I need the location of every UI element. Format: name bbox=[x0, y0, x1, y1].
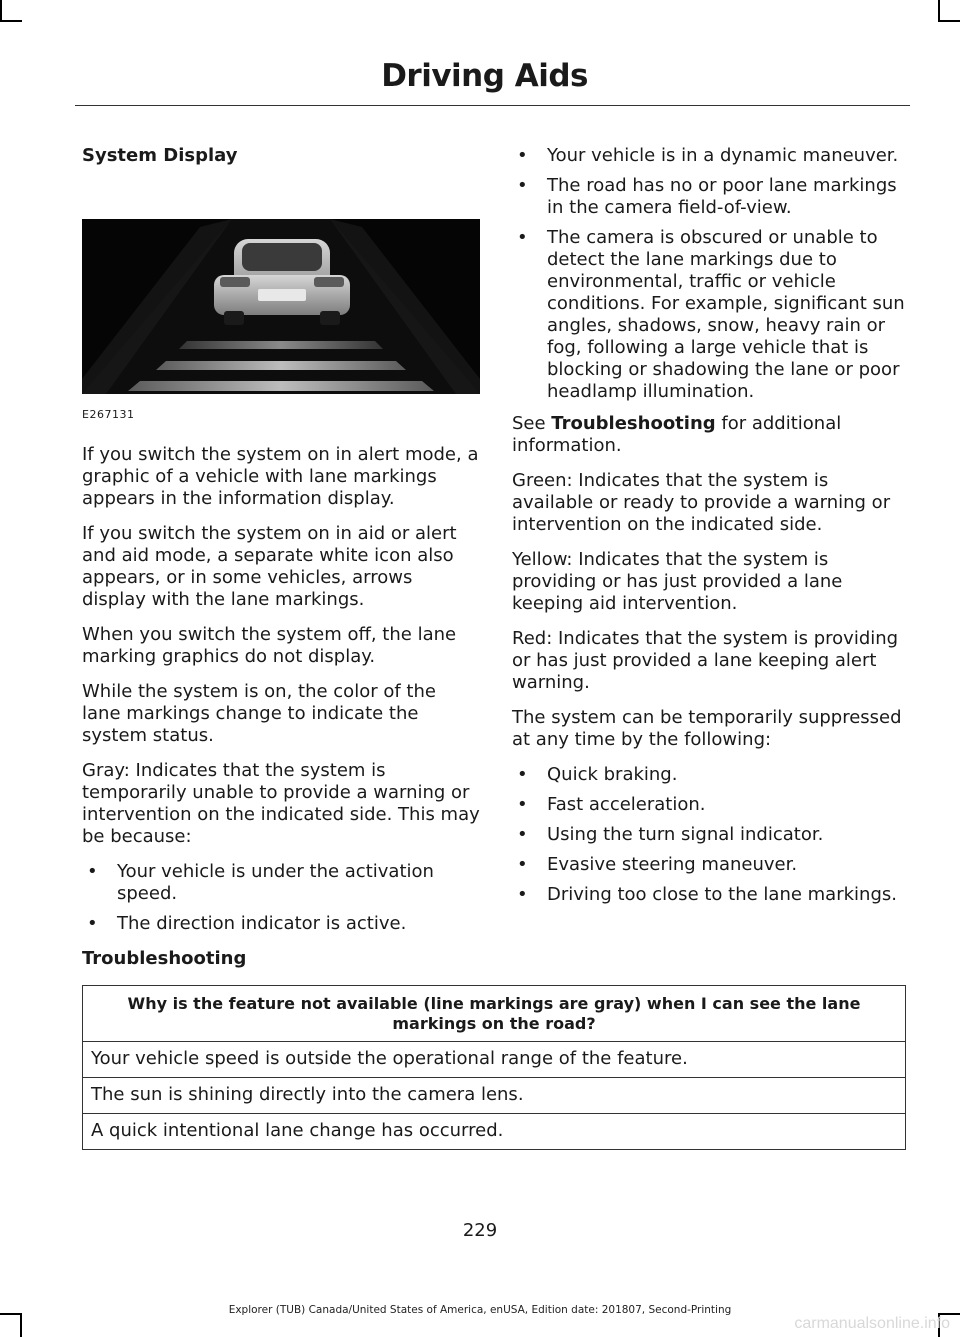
cross-reference bbox=[512, 413, 908, 457]
bullet-list bbox=[82, 861, 480, 935]
vehicle-lane-graphic bbox=[82, 219, 480, 394]
list-item: • Quick braking. bbox=[512, 764, 908, 786]
table-row bbox=[83, 1042, 906, 1078]
crop-mark bbox=[20, 1313, 22, 1337]
list-item: • Evasive steering maneuver. bbox=[512, 854, 908, 876]
bullet-list bbox=[512, 145, 908, 403]
cross-reference-prefix: See bbox=[512, 413, 552, 434]
list-item: • The direction indicator is active. bbox=[82, 913, 480, 935]
crop-mark bbox=[0, 20, 22, 22]
table-cell: The sun is shining directly into the camera lens. bbox=[83, 1078, 906, 1114]
crop-mark bbox=[0, 0, 2, 22]
paragraph: Yellow: Indicates that the system is providing or has just provided a lane keeping aid intervention. bbox=[512, 549, 843, 614]
list-item: • Using the turn signal indicator. bbox=[512, 824, 908, 846]
table-cell: Your vehicle speed is outside the operational range of the feature. bbox=[83, 1042, 906, 1078]
cross-reference-suffix: for additional information. bbox=[512, 413, 842, 456]
header-divider bbox=[75, 105, 910, 106]
list-item: • Your vehicle is under the activation speed. bbox=[82, 861, 480, 905]
table-question: Why is the feature not available (line markings are gray) when I can see the lane markings on the road? bbox=[83, 986, 906, 1042]
table-row bbox=[83, 1114, 906, 1150]
list-item: • Driving too close to the lane markings. bbox=[512, 884, 908, 906]
table-cell: A quick intentional lane change has occurred. bbox=[83, 1114, 906, 1150]
page-number: 229 bbox=[462, 1220, 498, 1241]
paragraph: If you switch the system on in alert mode, a graphic of a vehicle with lane markings appears in the information display. bbox=[82, 444, 479, 509]
paragraph: Gray: Indicates that the system is temporarily unable to provide a warning or intervention on the indicated side. This may be because: bbox=[82, 760, 480, 847]
figure-label: E267131 bbox=[82, 408, 135, 421]
paragraph: Red: Indicates that the system is providing or has just provided a lane keeping alert warning. bbox=[512, 628, 899, 693]
table-row bbox=[83, 1078, 906, 1114]
lane-keeping-display-illustration bbox=[82, 219, 480, 394]
page-title: Driving Aids bbox=[381, 58, 588, 94]
section-heading: System Display bbox=[82, 145, 238, 166]
troubleshooting-heading: Troubleshooting bbox=[82, 948, 247, 969]
paragraph: When you switch the system off, the lane marking graphics do not display. bbox=[82, 624, 457, 667]
right-column bbox=[512, 145, 908, 916]
crop-mark bbox=[938, 20, 960, 22]
watermark: carmanualsonline.info bbox=[794, 1315, 950, 1332]
paragraph: While the system is on, the color of the lane markings change to indicate the system status. bbox=[82, 681, 436, 746]
footer-edition-info: Explorer (TUB) Canada/United States of America, enUSA, Edition date: 201807, Second-Printing bbox=[228, 1304, 732, 1316]
troubleshooting-table bbox=[82, 985, 906, 1150]
paragraph: If you switch the system on in aid or alert and aid mode, a separate white icon also appears, or in some vehicles, arrows display with the lane markings. bbox=[82, 523, 457, 610]
table-header-row bbox=[83, 986, 906, 1042]
list-item: • The road has no or poor lane markings in the camera field-of-view. bbox=[512, 175, 908, 219]
left-column bbox=[82, 145, 480, 945]
troubleshooting-link[interactable]: Troubleshooting bbox=[551, 413, 716, 434]
paragraph: The system can be temporarily suppressed at any time by the following: bbox=[512, 707, 902, 750]
bullet-list bbox=[512, 764, 908, 906]
list-item: • The camera is obscured or unable to detect the lane markings due to environmental, traffic or vehicle conditions. For example, significant sun angles, shadows, snow, heavy rain or fog, following a large vehicle that is blocking or shadowing the lane or poor headlamp illumination. bbox=[512, 227, 908, 403]
list-item: • Fast acceleration. bbox=[512, 794, 908, 816]
paragraph: Green: Indicates that the system is available or ready to provide a warning or intervention on the indicated side. bbox=[512, 470, 891, 535]
crop-mark bbox=[938, 0, 940, 22]
list-item: • Your vehicle is in a dynamic maneuver. bbox=[512, 145, 908, 167]
